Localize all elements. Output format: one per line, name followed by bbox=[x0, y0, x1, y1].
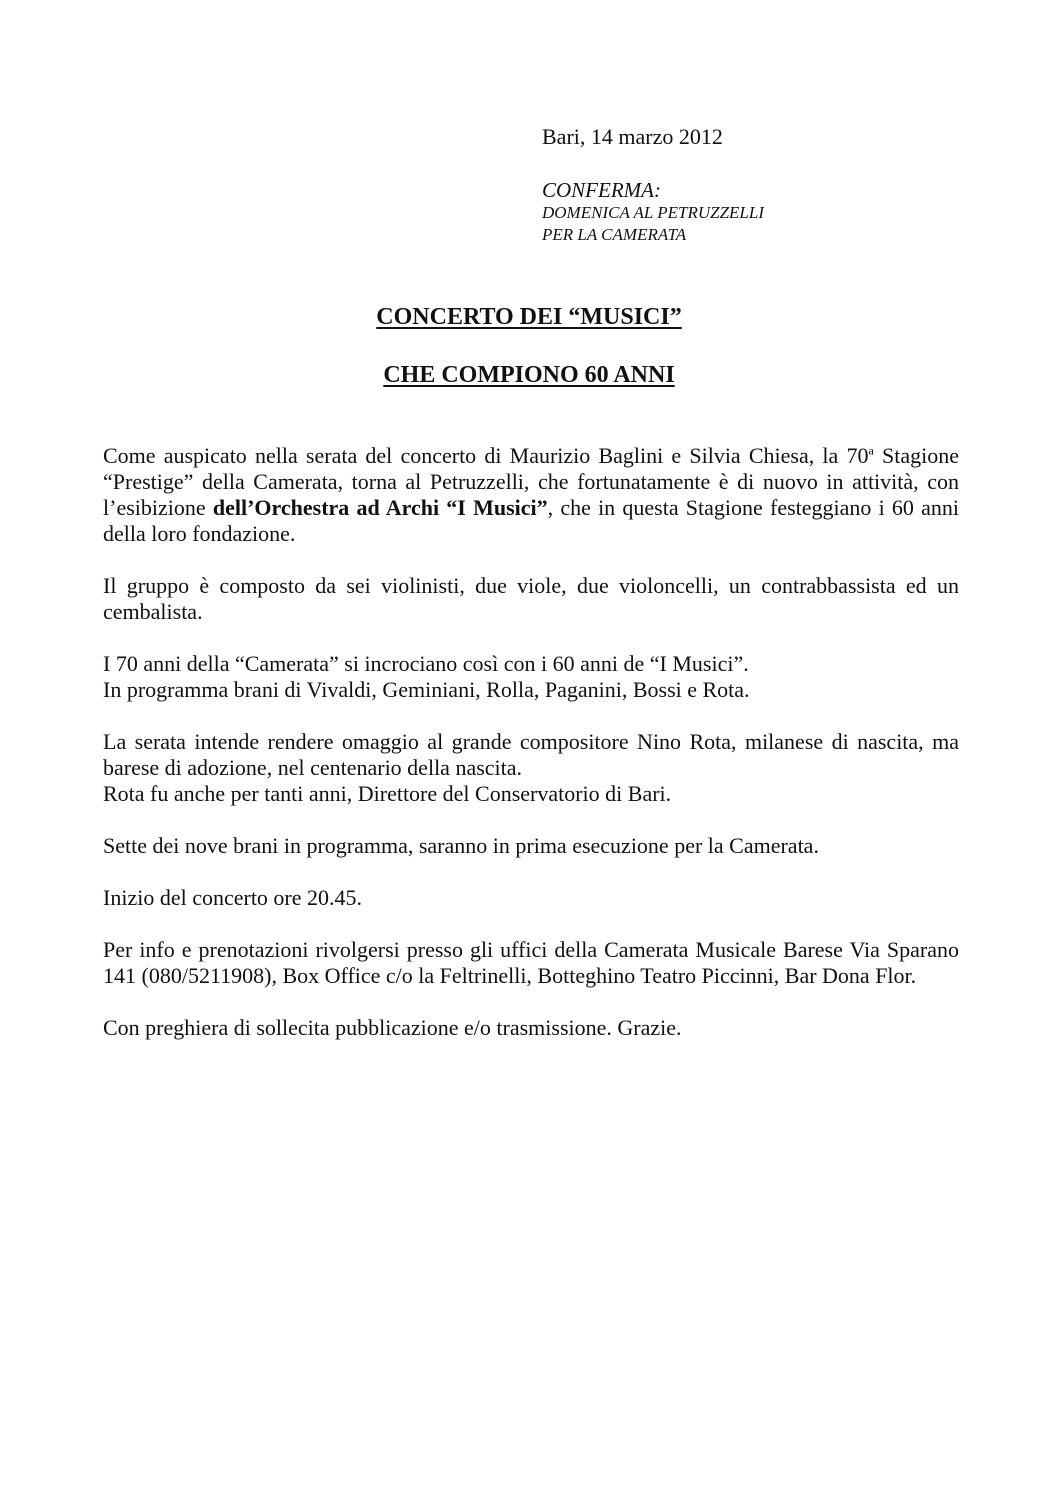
headline-line-1 bbox=[0, 302, 1058, 332]
paragraph-intro-text-a: Come auspicato nella serata del concerto di Maurizio Baglini e Silvia Chiesa, la 70 bbox=[103, 443, 869, 468]
paragraph-start-time: Inizio del concerto ore 20.45. bbox=[103, 885, 363, 910]
paragraph-intro-text-c: , che in questa Stagione festeggiano i 60 anni della loro fondazione. bbox=[103, 495, 959, 546]
paragraph-intro-text-b: Stagione “Prestige” della Camerata, torna al Petruzzelli, che fortunatamente è di nuovo in attività, con l’esibizione bbox=[103, 443, 959, 520]
confirmation-block bbox=[542, 178, 764, 246]
headline-line-2 bbox=[0, 360, 1058, 390]
paragraph-tribute-director: Rota fu anche per tanti anni, Direttore del Conservatorio di Bari. bbox=[103, 781, 672, 806]
headline-text-2: CHE COMPIONO 60 ANNI bbox=[383, 362, 675, 388]
paragraph-closing: Con preghiera di sollecita pubblicazione e/o trasmissione. Grazie. bbox=[103, 1015, 682, 1040]
article-body bbox=[103, 443, 959, 1067]
program-line-1: I 70 anni della “Camerata” si incrociano così con i 60 anni de “I Musici”. bbox=[103, 651, 749, 676]
paragraph-tribute: La serata intende rendere omaggio al grande compositore Nino Rota, milanese di nascita, ma barese di adozione, nel centenario della nascita. bbox=[103, 729, 959, 780]
paragraph-ensemble: Il gruppo è composto da sei violinisti, due viole, due violoncelli, un contrabbassista ed un cembalista. bbox=[103, 573, 959, 624]
paragraph-intro bbox=[103, 443, 959, 547]
confirmation-line-2: PER LA CAMERATA bbox=[542, 225, 687, 244]
ordinal-superscript: a bbox=[868, 443, 874, 458]
paragraph-info: Per info e prenotazioni rivolgersi presso gli uffici della Camerata Musicale Barese Via Sparano 141 (080/5211908), Box Office c/o la Feltrinelli, Botteghino Teatro Piccinni, Bar Dona Flor. bbox=[103, 937, 959, 988]
confirmation-line-1: DOMENICA AL PETRUZZELLI bbox=[542, 203, 764, 222]
paragraph-premiere: Sette dei nove brani in programma, saranno in prima esecuzione per la Camerata. bbox=[103, 833, 819, 858]
paragraph-program bbox=[103, 651, 959, 703]
confirmation-title: CONFERMA: bbox=[542, 178, 661, 202]
letter-date: Bari, 14 marzo 2012 bbox=[542, 124, 723, 149]
program-line-2: In programma brani di Vivaldi, Geminiani, Rolla, Paganini, Bossi e Rota. bbox=[103, 677, 750, 702]
orchestra-name: dell’Orchestra ad Archi “I Musici” bbox=[212, 495, 548, 520]
headline-text-1: CONCERTO DEI “MUSICI” bbox=[376, 304, 682, 330]
